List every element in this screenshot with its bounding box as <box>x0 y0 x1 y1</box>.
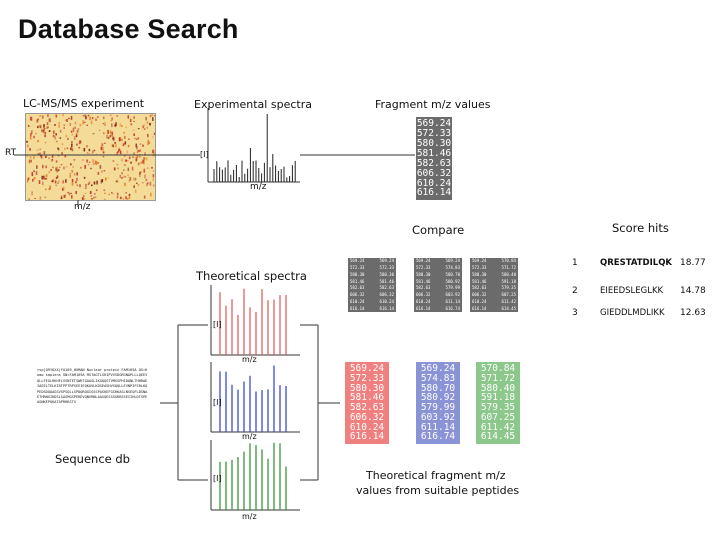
score-hits-label: Score hits <box>612 221 669 235</box>
compare-exp-value: 582.63 <box>350 285 365 291</box>
heatmap-mz-label: m/z <box>74 202 91 212</box>
compare-exp-value: 610.24 <box>472 299 487 305</box>
compare-exp-value: 569.24 <box>350 258 365 263</box>
compare-theo-value: 616.74 <box>445 305 460 311</box>
compare-exp-value: 606.32 <box>416 292 431 298</box>
compare-theo-value: 607.25 <box>501 292 516 298</box>
compare-theo-value: 571.72 <box>501 264 516 270</box>
compare-row <box>416 307 460 311</box>
exp-spectra-label: Experimental spectra <box>194 98 312 111</box>
score-peptide: EIEEDSLEGLKK <box>600 286 664 296</box>
theoretical-value: 569.24 <box>349 363 385 374</box>
compare-exp-value: 616.14 <box>350 305 365 311</box>
score-value: 18.77 <box>680 258 706 268</box>
exp-mz-label: m/z <box>250 182 267 192</box>
theo-green-mz: m/z <box>242 512 257 521</box>
theoretical-value: 570.84 <box>480 363 516 374</box>
theo-green-intensity: [I] <box>213 474 222 483</box>
compare-row <box>472 286 516 290</box>
compare-row <box>350 266 394 270</box>
score-value: 12.63 <box>680 308 706 318</box>
theoretical-value: 572.33 <box>349 372 385 384</box>
compare-panel <box>414 258 462 312</box>
compare-row <box>350 286 394 290</box>
compare-row <box>472 280 516 284</box>
page-title: Database Search <box>18 14 239 44</box>
theoretical-value: 579.35 <box>480 402 516 414</box>
theoretical-value: 574.83 <box>420 372 456 384</box>
compare-row <box>350 273 394 277</box>
frag-values-label: Fragment m/z values <box>375 98 491 111</box>
compare-theo-value: 616.14 <box>379 305 394 311</box>
compare-theo-value: 611.14 <box>445 299 460 305</box>
compare-theo-value: 580.70 <box>445 271 460 277</box>
score-rank: 3 <box>572 308 578 318</box>
compare-row <box>350 300 394 304</box>
score-rank: 1 <box>572 258 578 268</box>
compare-exp-value: 572.33 <box>416 264 431 270</box>
exp-intensity-label: [I] <box>200 150 209 159</box>
compare-theo-value: 572.33 <box>379 264 394 270</box>
compare-row <box>416 293 460 297</box>
theoretical-value: 606.32 <box>349 411 385 423</box>
compare-exp-value: 572.33 <box>472 264 487 270</box>
compare-exp-value: 580.30 <box>472 271 487 277</box>
theoretical-value: 580.30 <box>349 382 385 394</box>
compare-exp-value: 610.24 <box>350 299 365 305</box>
compare-row <box>472 293 516 297</box>
theoretical-value: 607.25 <box>480 411 516 423</box>
theoretical-value: 581.46 <box>349 392 385 404</box>
theoretical-values-column <box>476 362 520 444</box>
score-peptide: GIEDDLMDLIKK <box>600 308 665 318</box>
theoretical-value: 591.18 <box>480 392 516 404</box>
compare-exp-value: 569.24 <box>472 258 487 263</box>
fragment-value: 569.24 <box>416 118 452 129</box>
compare-row <box>416 300 460 304</box>
score-row <box>572 258 712 286</box>
fragment-value: 582.63 <box>416 157 452 169</box>
compare-row <box>416 259 460 263</box>
score-peptide: QRESTATDILQK <box>600 258 673 268</box>
compare-exp-value: 580.30 <box>416 271 431 277</box>
compare-row <box>472 259 516 263</box>
compare-label: Compare <box>412 223 465 237</box>
sequence-db-text: >sp|Q9Y6X4|FA169_HUMAN Nuclear protein FAM169A OS=Homo sapiens GN=FAM169A MSTAGTLSRIPVVSDGRGNAPLLLQEEVQLLFEGLRKHFLVSNTETSWKTGAASLIKGQQSTVMSVPHIDQNLTHHRAEIAEELTELKIRTPPTRPSEEIEQKAVLKDSEASHVSQQLLEVNPIFSRLKQPEDSDQAAGSVSPSQLLSPDQRQGIGSSPASKEFGSRKASLNSEQFLDSNAETHRNGIKDSLSASMGSPEREVQNVRNLAASQESSSGRRSSEIIHLDTSPEAGNKEPQKATAPRRRSTS <box>37 368 148 405</box>
compare-theo-value: 610.24 <box>379 299 394 305</box>
theo-blue-mz: m/z <box>242 432 257 441</box>
fragment-value: 610.24 <box>416 177 452 189</box>
compare-theo-value: 603.92 <box>445 292 460 298</box>
compare-row <box>472 300 516 304</box>
theoretical-value: 614.45 <box>480 431 516 443</box>
compare-exp-value: 569.24 <box>416 258 431 263</box>
compare-row <box>416 286 460 290</box>
compare-row <box>350 259 394 263</box>
compare-theo-value: 580.40 <box>501 271 516 277</box>
compare-theo-value: 581.46 <box>379 278 394 284</box>
theoretical-value: 582.63 <box>349 402 385 414</box>
compare-row <box>416 273 460 277</box>
compare-theo-value: 580.30 <box>379 271 394 277</box>
theoretical-value: 616.74 <box>420 431 456 443</box>
compare-exp-value: 582.63 <box>472 285 487 291</box>
compare-exp-value: 581.46 <box>416 278 431 284</box>
fragment-value: 572.33 <box>416 127 452 139</box>
score-rank: 2 <box>572 286 578 296</box>
theoretical-value: 580.70 <box>420 382 456 394</box>
fragment-value: 606.32 <box>416 167 452 179</box>
lcms-label: LC-MS/MS experiment <box>23 97 145 110</box>
compare-row <box>416 280 460 284</box>
theoretical-values-column <box>345 362 389 444</box>
compare-exp-value: 572.33 <box>350 264 365 270</box>
fragment-value: 616.14 <box>416 187 452 199</box>
rt-axis-label: RT <box>5 148 17 158</box>
theoretical-value: 571.72 <box>480 372 516 384</box>
score-value: 14.78 <box>680 286 706 296</box>
compare-exp-value: 606.32 <box>350 292 365 298</box>
fragment-values-box <box>416 117 452 200</box>
compare-theo-value: 569.24 <box>445 258 460 263</box>
compare-row <box>472 266 516 270</box>
compare-theo-value: 579.99 <box>445 285 460 291</box>
compare-row <box>350 280 394 284</box>
theoretical-value: 603.92 <box>420 411 456 423</box>
theoretical-values-column <box>416 362 460 444</box>
theoretical-spectra-label: Theoretical spectra <box>196 269 307 283</box>
compare-theo-value: 611.42 <box>501 299 516 305</box>
theo-frag-caption-2: values from suitable peptides <box>356 484 520 497</box>
compare-exp-value: 610.24 <box>416 299 431 305</box>
compare-exp-value: 580.30 <box>350 271 365 277</box>
compare-theo-value: 606.32 <box>379 292 394 298</box>
fragment-value: 581.46 <box>416 147 452 159</box>
fragment-value: 580.30 <box>416 137 452 149</box>
theoretical-value: 616.14 <box>349 431 385 443</box>
compare-theo-value: 579.35 <box>501 285 516 291</box>
compare-exp-value: 616.14 <box>416 305 431 311</box>
compare-row <box>472 273 516 277</box>
theo-red-mz: m/z <box>242 355 257 364</box>
compare-row <box>472 307 516 311</box>
compare-theo-value: 614.45 <box>501 305 516 311</box>
theo-red-intensity: [I] <box>213 320 222 329</box>
compare-theo-value: 591.18 <box>501 278 516 284</box>
compare-theo-value: 580.92 <box>445 278 460 284</box>
score-row <box>572 286 712 308</box>
compare-row <box>350 293 394 297</box>
compare-exp-value: 606.32 <box>472 292 487 298</box>
compare-panel <box>470 258 518 312</box>
theo-blue-intensity: [I] <box>213 398 222 407</box>
compare-theo-value: 574.83 <box>445 264 460 270</box>
compare-exp-value: 581.46 <box>472 278 487 284</box>
theoretical-value: 579.99 <box>420 402 456 414</box>
compare-exp-value: 581.46 <box>350 278 365 284</box>
compare-exp-value: 616.14 <box>472 305 487 311</box>
theoretical-value: 580.92 <box>420 392 456 404</box>
compare-exp-value: 582.63 <box>416 285 431 291</box>
theo-frag-caption-1: Theoretical fragment m/z <box>366 469 506 482</box>
theoretical-value: 611.14 <box>420 421 456 433</box>
score-hits-table <box>572 258 712 330</box>
compare-row <box>350 307 394 311</box>
compare-theo-value: 570.84 <box>501 258 516 263</box>
theoretical-value: 611.42 <box>480 421 516 433</box>
compare-row <box>416 266 460 270</box>
theoretical-value: 580.40 <box>480 382 516 394</box>
theoretical-value: 569.24 <box>420 363 456 374</box>
sequence-db-label: Sequence db <box>55 452 130 466</box>
theoretical-value: 610.24 <box>349 421 385 433</box>
compare-theo-value: 582.63 <box>379 285 394 291</box>
compare-theo-value: 569.24 <box>379 258 394 263</box>
compare-panel <box>348 258 396 312</box>
score-row <box>572 308 712 330</box>
